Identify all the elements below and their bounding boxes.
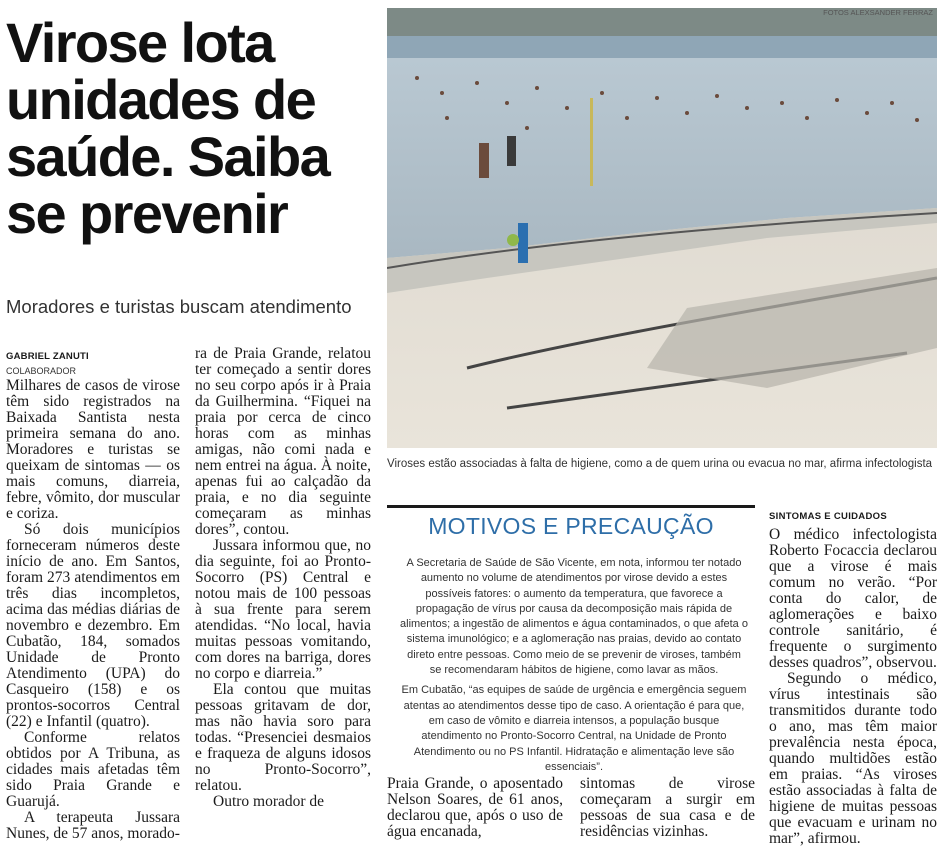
article-column-3a — [387, 776, 563, 840]
photo-credit: FOTOS ALEXSANDER FERRAZ — [823, 8, 933, 17]
box-text — [400, 556, 748, 780]
subheadline: Moradores e turistas buscam atendimento — [6, 296, 352, 317]
beach-photo — [387, 8, 937, 448]
paragraph: O médico infectologista Roberto Focaccia declarou que a virose é mais comum no verão. “Por conta do calor, de aglomerações e baixo controle sanitário, é frequente o surgimento desses quadros”, observou. — [769, 526, 937, 671]
paragraph: Praia Grande, o aposentado Nelson Soares, de 61 anos, declarou que, após o uso de água encanada, — [387, 775, 563, 840]
byline-role: COLABORADOR — [6, 366, 77, 376]
box-top-rule — [387, 505, 755, 508]
photo-caption: Viroses estão associadas à falta de higiene, como a de quem urina ou evacua no mar, afirma infectologista — [387, 458, 933, 470]
box-paragraph: A Secretaria de Saúde de São Vicente, em nota, informou ter notado aumento no volume de atendimentos por virose devido a estes possíveis fatores: o aumento da temperatura, que favorece a propagação de vírus por causa da decomposição mais rápida de alimentos; a ingestão de alimentos e água contaminados, o que afeta o sistema imunológico; e a aglomeração nas praias, devido ao contato direto entre pessoas. Como meio de se prevenir de viroses, também se recomendaram hábitos de higiene, como lavar as mãos. — [400, 557, 748, 677]
paragraph: A terapeuta Jussara Nunes, de 57 anos, morado- — [6, 809, 180, 842]
byline-author: GABRIEL ZANUTI — [6, 351, 89, 362]
beach-photo-image — [387, 8, 937, 448]
paragraph: Segundo o médico, vírus intestinais são transmitidos durante todo o ano, mas têm maior prevalência nesta época, quando multidões estão em praias. “As viroses estão associadas à falta de higiene de muitas pessoas que evacuam e urinam no mar”, afirmou. — [769, 670, 937, 847]
box-paragraph: Em Cubatão, “as equipes de saúde de urgência e emergência seguem atentas ao atendimentos desse tipo de caso. A orientação é para que, em caso de vômito e diarreia intensos, a população busque atendimento no Pronto-Socorro Central, na Unidade de Pronto Atendimento ou no PS Infantil. Hidratação e alimentação leve são essenciais”. — [401, 684, 747, 773]
article-column-2 — [195, 346, 371, 810]
article-column-3b — [580, 776, 755, 840]
headline: Virose lota unidades de saúde. Saiba se prevenir — [6, 11, 330, 245]
section-title: SINTOMAS E CUIDADOS — [769, 511, 887, 522]
paragraph: Conforme relatos obtidos por A Tribuna, as cidades mais afetadas têm sido Praia Grande e Guarujá. — [6, 729, 180, 810]
paragraph: Jussara informou que, no dia seguinte, foi ao Pronto-Socorro (PS) Central e notou mais de 100 pessoas à sua frente para serem atendidas. “No local, havia muitas pessoas vomitando, com dores na barriga, dores no corpo e diarreia.” — [195, 537, 371, 682]
paragraph: Ela contou que muitas pessoas gritavam de dor, mas não havia soro para todas. “Presenciei desmaios e fraqueza de alguns idosos no Pronto-Socorro”, relatou. — [195, 681, 371, 794]
paragraph: Outro morador de — [213, 793, 325, 810]
paragraph: sintomas de virose começaram a surgir em pessoas de sua casa e de residências vizinhas. — [580, 775, 755, 840]
box-title: MOTIVOS E PRECAUÇÃO — [428, 513, 714, 539]
paragraph: Só dois municípios forneceram números deste início de ano. Em Santos, foram 273 atendimentos em três dias incompletos, acima das médias diárias de novembro e dezembro. Em Cubatão, 184, somados Unidade de Pronto Atendimento (UPA) do Casqueiro (158) e os prontos-socorros Central (22) e Infantil (quatro). — [6, 521, 180, 730]
paragraph: ra de Praia Grande, relatou ter começado a sentir dores no seu corpo após ir à Praia da Guilhermina. “Fiquei na praia por cerca de cinco horas com as minhas amigas, não comi nada e nem entrei na água. À noite, apenas fui ao calçadão da praia, e no dia seguinte começaram as minhas dores”, contou. — [195, 345, 371, 538]
article-column-4 — [769, 527, 937, 847]
paragraph: Milhares de casos de virose têm sido registrados na Baixada Santista nesta primeira semana do ano. Moradores e turistas se queixam de sintomas — os mais comuns, diarreia, febre, vômito, dor muscular e coriza. — [6, 377, 180, 522]
article-column-1 — [6, 378, 180, 842]
